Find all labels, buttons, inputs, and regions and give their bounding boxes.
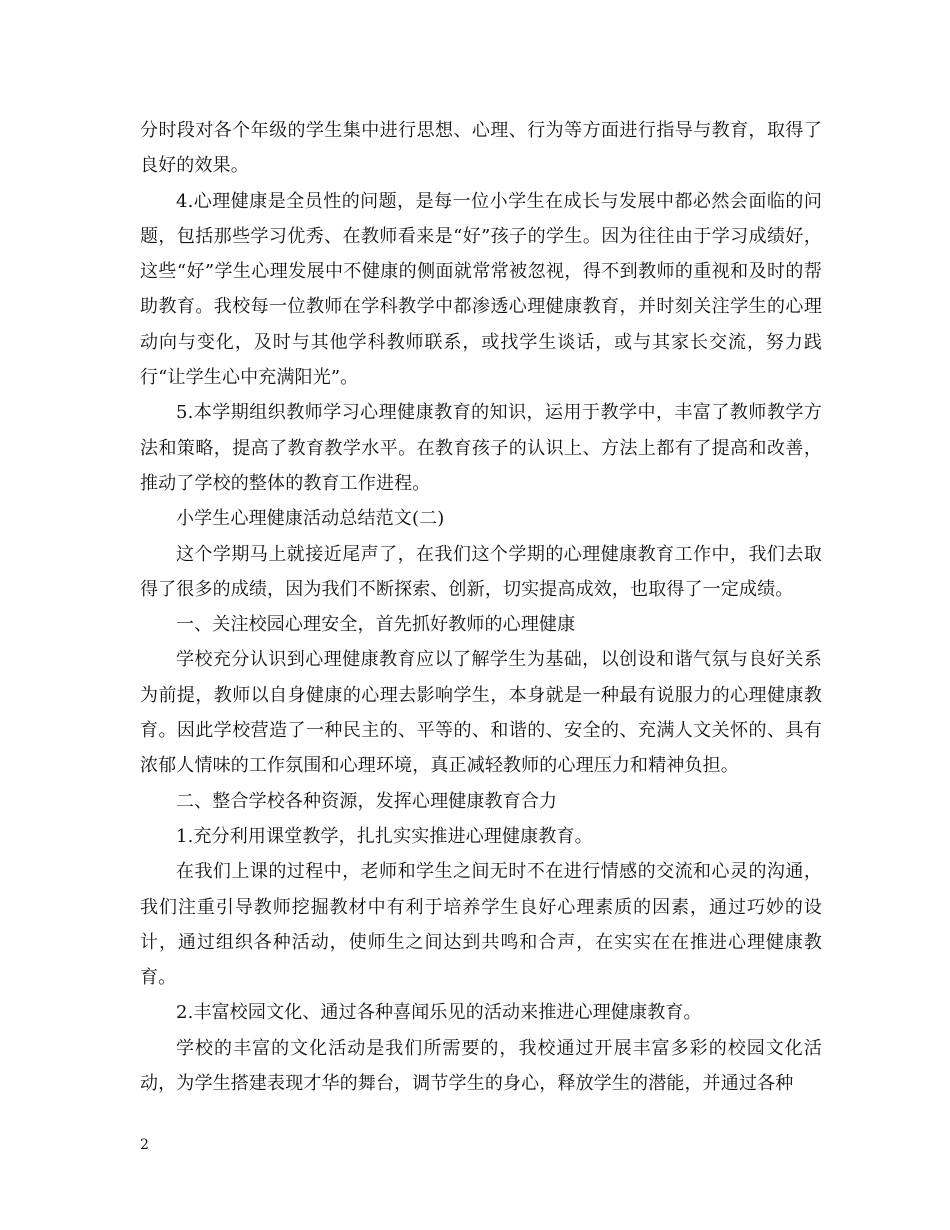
paragraph-item-4: 4.心理健康是全员性的问题，是每一位小学生在成长与发展中都必然会面临的问题，包括那些学习优秀、在教师看来是“好”孩子的学生。因为往往由于学习成绩好，这些“好”学生心理发展中不健康的侧面就常常被忽视，得不到教师的重视和及时的帮助教育。我校每一位教师在学科教学中都渗透心理健康教育，并时刻关注学生的心理动向与变化，及时与其他学科教师联系，或找学生谈话，或与其家长交流，努力践行“让学生心中充满阳光”。 <box>140 190 822 389</box>
subheading-2-2: 2.丰富校园文化、通过各种喜闻乐见的活动来推进心理健康教育。 <box>176 1002 702 1024</box>
paragraph-intro: 这个学期马上就接近尾声了，在我们这个学期的心理健康教育工作中，我们去取得了很多的成绩，因为我们不断探索、创新，切实提高成效，也取得了一定成绩。 <box>140 543 822 600</box>
paragraph-item-5: 5.本学期组织教师学习心理健康教育的知识，运用于教学中，丰富了教师教学方法和策略，提高了教育教学水平。在教育孩子的认识上、方法上都有了提高和改善，推动了学校的整体的教育工作进程。 <box>140 402 822 494</box>
paragraph-2-1-body: 在我们上课的过程中，老师和学生之间无时不在进行情感的交流和心灵的沟通，我们注重引导教师挖掘教材中有利于培养学生良好心理素质的因素，通过巧妙的设计，通过组织各种活动，使师生之间达到共鸣和合声，在实实在在推进心理健康教育。 <box>140 861 822 989</box>
heading-2: 二、整合学校各种资源，发挥心理健康教育合力 <box>176 790 558 812</box>
section-title: 小学生心理健康活动总结范文(二) <box>176 508 445 530</box>
paragraph-heading-1-body: 学校充分认识到心理健康教育应以了解学生为基础，以创设和谐气氛与良好关系为前提，教师以自身健康的心理去影响学生，本身就是一种最有说服力的心理健康教育。因此学校营造了一种民主的、平等的、和谐的、安全的、充满人文关怀的、具有浓郁人情味的工作氛围和心理环境，真正减轻教师的心理压力和精神负担。 <box>140 649 822 777</box>
heading-1: 一、关注校园心理安全，首先抓好教师的心理健康 <box>176 614 576 636</box>
body-text <box>140 113 822 1101</box>
page-number: 2 <box>140 1137 149 1153</box>
subheading-2-1: 1.充分利用课堂教学，扎扎实实推进心理健康教育。 <box>176 825 593 847</box>
paragraph-continued: 分时段对各个年级的学生集中进行思想、心理、行为等方面进行指导与教育，取得了良好的效果。 <box>140 120 822 177</box>
paragraph-2-2-body: 学校的丰富的文化活动是我们所需要的，我校通过开展丰富多彩的校园文化活动，为学生搭建表现才华的舞台，调节学生的身心，释放学生的潜能，并通过各种 <box>140 1037 822 1095</box>
